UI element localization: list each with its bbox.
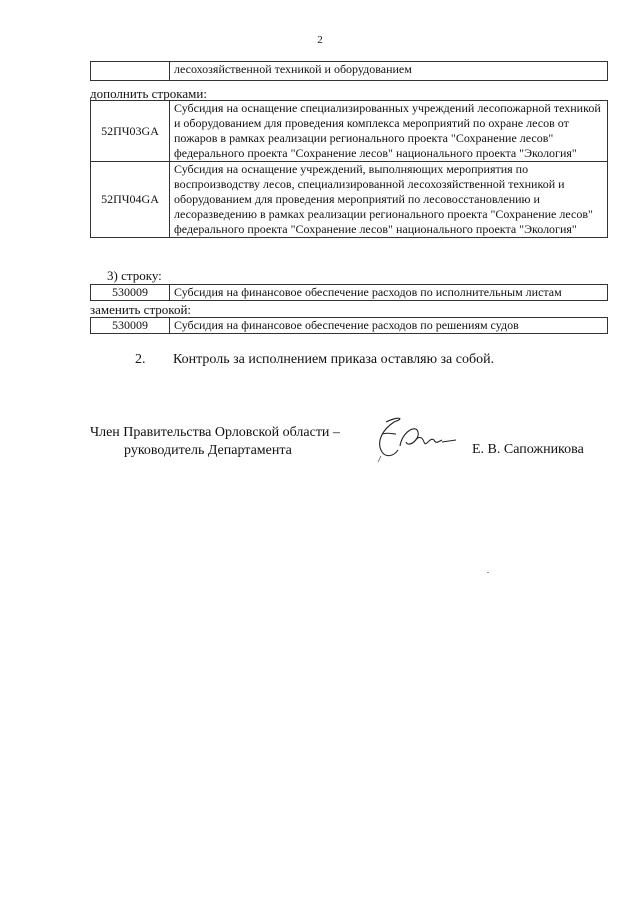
table-row (91, 162, 608, 238)
position-line-1: Член Правительства Орловской области – (90, 425, 340, 440)
signer-position (90, 424, 340, 460)
table-added-rows (90, 100, 608, 238)
row-text: Субсидия на оснащение специализированных учреждений лесопожарной техникой и оборудованием для проведения комплекса мероприятий по охране лесов от пожаров в рамках реализации регионального проекта "Сохранение лесов" федерального проекта "Сохранение лесов" национального проекта "Экология" (170, 101, 608, 162)
add-rows-label: дополнить строками: (90, 86, 207, 101)
handwritten-signature (372, 412, 464, 468)
row-text: Субсидия на финансовое обеспечение расходов по исполнительным листам (170, 285, 608, 301)
signer-name: Е. В. Сапожникова (472, 442, 584, 457)
position-line-2: руководитель Департамента (124, 443, 292, 458)
row-code: 530009 (91, 285, 170, 301)
scan-speck (487, 572, 489, 573)
clause-number: 2. (135, 352, 146, 367)
replace-label: заменить строкой: (90, 302, 192, 317)
table-row (91, 285, 608, 301)
table-continuation (90, 61, 608, 81)
row-code: 52ПЧ03GA (91, 101, 170, 162)
table-row (91, 101, 608, 162)
clause-text: Контроль за исполнением приказа оставляю за собой. (173, 352, 495, 367)
clause-2 (135, 352, 494, 368)
table-old-row (90, 284, 608, 301)
row-code: 530009 (91, 318, 170, 334)
table-row (91, 62, 608, 81)
table-new-row (90, 317, 608, 334)
row-code (91, 62, 170, 81)
row-text: Субсидия на оснащение учреждений, выполняющих мероприятия по воспроизводству лесов, специализированной лесохозяйственной техникой и оборудованием для проведения мероприятий по лесовосстановлению и лесоразведению в рамках реализации регионального проекта "Сохранение лесов" федерального проекта "Сохранение лесов" национального проекта "Экология" (170, 162, 608, 238)
table-row (91, 318, 608, 334)
row-text: Субсидия на финансовое обеспечение расходов по решениям судов (170, 318, 608, 334)
page-number: 2 (317, 34, 323, 46)
row-text: лесохозяйственной техникой и оборудованием (170, 62, 608, 81)
row-label: 3) строку: (107, 268, 162, 283)
row-code: 52ПЧ04GA (91, 162, 170, 238)
